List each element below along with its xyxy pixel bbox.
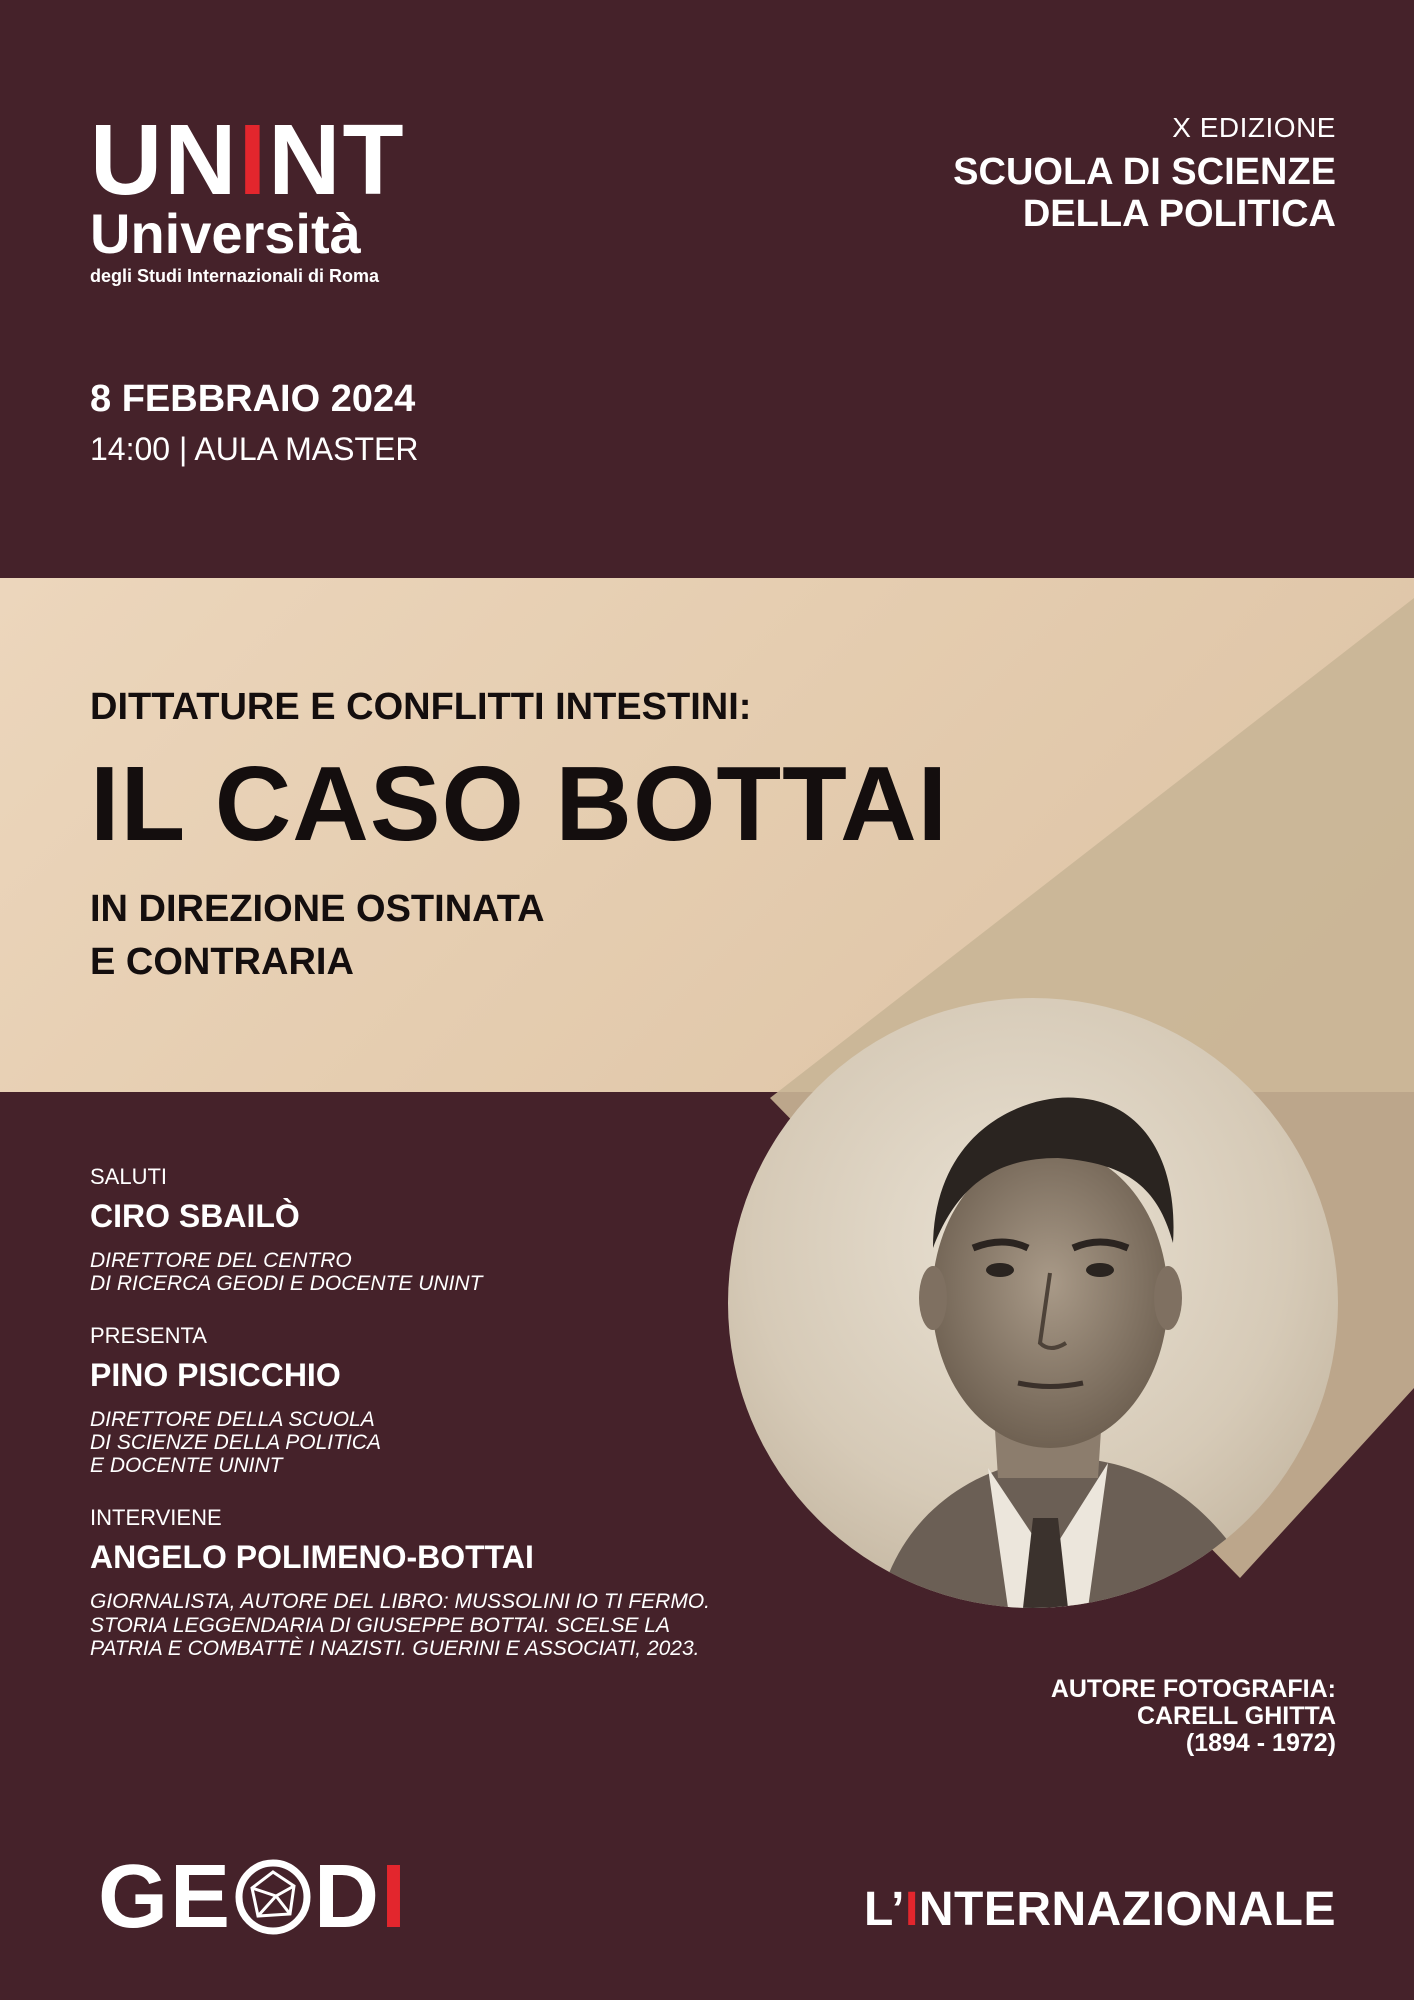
speaker-name: PINO PISICCHIO [90,1357,341,1394]
pre-title: DITTATURE E CONFLITTI INTESTINI: [90,686,752,728]
universita-wordmark: Università [90,202,361,265]
speaker-name: ANGELO POLIMENO-BOTTAI [90,1539,534,1576]
edition-label: X EDIZIONE [1172,112,1336,143]
speaker-entry [90,1164,790,1295]
main-title: IL CASO BOTTAI [90,745,949,863]
speaker-role: PRESENTA [90,1323,207,1349]
event-titles [90,686,948,989]
university-subtitle: degli Studi Internazionali di Roma [90,266,380,286]
portrait-photo [728,998,1338,1608]
geodi-logo: GE D I [98,1847,409,1947]
sub-title: IN DIREZIONE OSTINATA E CONTRARIA [90,888,545,984]
school-title: SCUOLA DI SCIENZE DELLA POLITICA [953,151,1336,235]
edition-block [953,112,1336,236]
speaker-entry [90,1505,790,1659]
speaker-name: CIRO SBAILÒ [90,1198,300,1234]
event-date-block [90,378,418,468]
speaker-description: DIRETTORE DEL CENTRO DI RICERCA GEODI E DOCENTE UNINT [90,1249,483,1296]
portrait-illustration [728,998,1338,1608]
event-date: 8 FEBBRAIO 2024 [90,378,416,420]
speaker-description: GIORNALISTA, AUTORE DEL LIBRO: MUSSOLINI IO TI FERMO. STORIA LEGGENDARIA DI GIUSEPPE BOTTAI. SCELSE LA PATRIA E COMBATTÈ I NAZISTI. GUERINI E ASSOCIATI, 2023. [90,1590,711,1660]
unint-logo [90,104,406,287]
event-time-place: 14:00 | AULA MASTER [90,431,419,467]
speaker-role: SALUTI [90,1164,168,1189]
photo-credit: AUTORE FOTOGRAFIA: CARELL GHITTA (1894 - 1972) [1050,1675,1336,1757]
unint-wordmark: UNINT [90,104,406,216]
speaker-role: INTERVIENE [90,1505,222,1531]
speaker-entry [90,1323,790,1477]
speakers-list [90,1164,790,1660]
geodi-polyhedron-icon [234,1858,312,1936]
linternazionale-logo: L’INTERNAZIONALE [863,1883,1336,1936]
speaker-description: DIRETTORE DELLA SCUOLA DI SCIENZE DELLA POLITICA E DOCENTE UNINT [90,1408,381,1478]
